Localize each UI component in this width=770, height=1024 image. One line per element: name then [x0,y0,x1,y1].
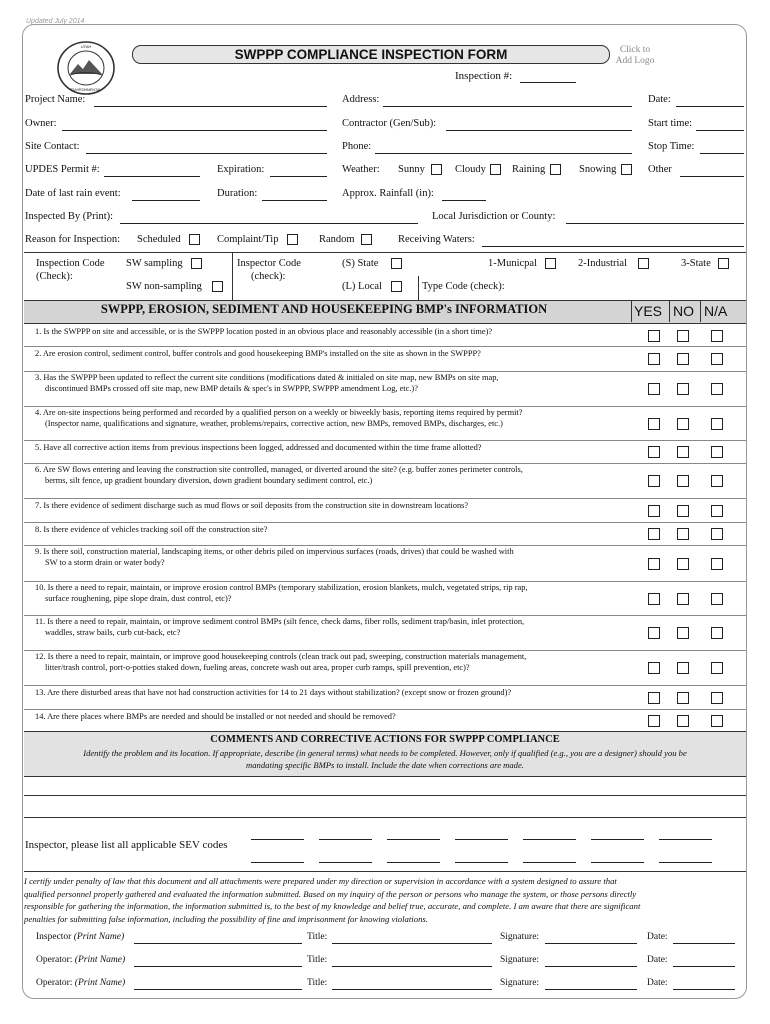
title-label: Title: [307,932,328,942]
stop-time-field[interactable] [700,153,744,154]
duration-label: Duration: [217,188,258,199]
s-state-label: (S) State [342,258,379,269]
question-na-checkbox[interactable] [711,558,723,570]
sunny-checkbox[interactable] [431,164,442,175]
question-text [35,616,635,638]
signer-role-label [36,932,124,942]
question-line: 7. Is there evidence of sediment discharge such as mud flows or soil deposits from the construction site in downstream locations? [35,501,469,510]
signer-role-label [36,955,125,965]
signature-field[interactable] [545,943,637,944]
question-text [35,651,635,673]
question-divider [24,440,746,441]
signer-print-note: (Print Name) [73,932,125,942]
form-frame [22,24,747,999]
updated-note: Updated July 2014 [26,18,85,25]
signer-name-field[interactable] [134,989,302,990]
sw-non-checkbox[interactable] [212,281,223,292]
address-label: Address: [342,94,380,105]
question-yes-checkbox[interactable] [648,505,660,517]
question-no-checkbox[interactable] [677,505,689,517]
signature-field[interactable] [545,989,637,990]
sev-code-field[interactable] [591,839,644,840]
question-text [35,546,635,568]
question-na-checkbox[interactable] [711,692,723,704]
signer-role: Inspector [36,932,74,942]
question-divider [24,709,746,710]
sw-sampling-checkbox[interactable] [191,258,202,269]
signer-role: Operator: [36,978,75,988]
raining-checkbox[interactable] [550,164,561,175]
receiving-label: Receiving Waters: [398,234,475,245]
scheduled-label: Scheduled [137,234,181,245]
snowing-label: Snowing [579,164,617,175]
inspector-code-label: Inspector Code [237,258,301,269]
last-rain-label: Date of last rain event: [25,188,121,199]
industrial-checkbox[interactable] [638,258,649,269]
start-time-label: Start time: [648,118,693,129]
question-text [35,687,635,698]
stop-time-label: Stop Time: [648,141,695,152]
question-text [35,711,635,722]
question-line: surface roughening, pipe slope drain, dust control, etc)? [45,594,232,603]
rainfall-field[interactable] [442,200,486,201]
l-local-label: (L) Local [342,281,382,292]
sign-date-field[interactable] [673,989,735,990]
question-no-checkbox[interactable] [677,528,689,540]
snowing-checkbox[interactable] [621,164,632,175]
expiration-label: Expiration: [217,164,265,175]
updes-field[interactable] [104,176,200,177]
question-no-checkbox[interactable] [677,475,689,487]
signer-role: Operator: [36,955,75,965]
question-line: waddles, straw bails, curb cut-back, etc? [45,628,181,637]
signature-field[interactable] [545,966,637,967]
sev-code-field[interactable] [523,839,576,840]
question-line: 10. Is there a need to repair, maintain, or improve erosion control BMPs (temporary stabilization, erosion blankets, mulch, vegetated strips, rip rap, [35,583,528,592]
question-text [35,582,635,604]
sev-code-field[interactable] [387,862,440,863]
question-yes-checkbox[interactable] [648,692,660,704]
last-rain-field[interactable] [132,200,200,201]
question-no-checkbox[interactable] [677,593,689,605]
owner-field[interactable] [62,130,327,131]
add-logo-button[interactable]: Click to Add Logo [615,45,655,66]
signer-title-field[interactable] [332,943,492,944]
jurisdiction-label: Local Jurisdiction or County: [432,211,556,222]
na-column-header: N/A [704,303,728,319]
project-name-label: Project Name: [25,94,86,105]
svg-text:UTAH: UTAH [80,44,92,49]
question-na-checkbox[interactable] [711,662,723,674]
certify-line-2: qualified personnel properly gathered and evaluated the information submitted. Based on my inquiry of the person or persons who manage the system, or those persons directly [24,888,637,899]
cloudy-label: Cloudy [455,164,486,175]
question-text [35,407,635,429]
inspected-by-field[interactable] [120,223,418,224]
other-weather-field[interactable] [680,176,744,177]
type-code-divider [418,276,419,300]
question-divider [24,346,746,347]
question-no-checkbox[interactable] [677,353,689,365]
sev-code-field[interactable] [591,862,644,863]
sev-code-field[interactable] [319,839,372,840]
sev-code-field[interactable] [455,862,508,863]
sev-code-field[interactable] [387,839,440,840]
question-na-checkbox[interactable] [711,627,723,639]
inspection-number-field[interactable] [520,82,576,83]
s-state-checkbox[interactable] [391,258,402,269]
sign-date-field[interactable] [673,966,735,967]
bmp-header-colline-1 [631,300,632,322]
question-text [35,464,635,486]
site-contact-field[interactable] [86,153,327,154]
question-yes-checkbox[interactable] [648,627,660,639]
question-no-checkbox[interactable] [677,446,689,458]
certify-divider [24,871,746,872]
project-name-field[interactable] [94,106,327,107]
receiving-field[interactable] [482,246,744,247]
question-line: SW to a storm drain or water body? [45,558,165,567]
sign-date-label: Date: [647,955,668,965]
question-line: 3. Has the SWPPP been updated to reflect the current site conditions (modifications dated & initialed on site map, new BMPs on site map, [35,373,499,382]
question-line: 12. Is there a need to repair, maintain, or improve good housekeeping controls (clean track out pad, sweeping, construction materials management, [35,652,527,661]
sw-sampling-label: SW sampling [126,258,183,269]
signer-print-note: (Print Name) [74,955,126,965]
question-text [35,372,635,394]
sev-code-field[interactable] [455,839,508,840]
sign-date-field[interactable] [673,943,735,944]
question-line: 5. Have all corrective action items from previous inspections been logged, addressed and documented within the time frame allotted? [35,443,482,452]
question-line: 9. Is there soil, construction material, landscaping items, or other debris piled on impervious surfaces (roads, drives) that could be washed with [35,547,514,556]
question-na-checkbox[interactable] [711,383,723,395]
sunny-label: Sunny [398,164,425,175]
sw-non-label: SW non-sampling [126,281,202,292]
state3-label: 3-State [681,258,711,269]
signature-label: Signature: [500,932,540,942]
owner-label: Owner: [25,118,57,129]
question-divider [24,498,746,499]
munic-label: 1-Municpal [488,258,537,269]
complaint-checkbox[interactable] [287,234,298,245]
question-yes-checkbox[interactable] [648,475,660,487]
signer-print-note: (Print Name) [74,978,126,988]
question-line: 8. Is there evidence of vehicles tracking soil off the construction site? [35,525,268,534]
question-line: 6. Are SW flows entering and leaving the construction site controlled, managed, or diverted around the site? (e.g. buffer zones perimeter controls, [35,465,523,474]
title-label: Title: [307,978,328,988]
inspection-code-label: Inspection Code [36,258,105,269]
weather-label: Weather: [342,164,380,175]
question-line: 4. Are on-site inspections being performed and recorded by a qualified person on a weekly or biweekly basis, reporting items required by permit? [35,408,523,417]
phone-label: Phone: [342,141,372,152]
question-line: 2. Are erosion control, sediment control, buffer controls and good housekeeping BMP's installed on the site as shown in the SWPPP? [35,349,481,358]
question-yes-checkbox[interactable] [648,558,660,570]
reason-label: Reason for Inspection: [25,234,121,245]
certify-line-4: penalties for submitting false information, including the possibility of fine and imprisonment for knowing violations. [24,913,428,924]
question-yes-checkbox[interactable] [648,353,660,365]
contractor-field[interactable] [446,130,632,131]
signer-role-label [36,978,125,988]
question-line: discontinued BMPs crossed off site map, new BMP details & spec's in SWPPP, SWPPP amendment Log, etc.)? [45,384,418,393]
title-label: Title: [307,955,328,965]
question-na-checkbox[interactable] [711,418,723,430]
comment-line-2[interactable] [24,817,746,818]
form-title: SWPPP COMPLIANCE INSPECTION FORM [234,47,508,62]
date-field[interactable] [676,106,744,107]
munic-checkbox[interactable] [545,258,556,269]
address-field[interactable] [383,106,632,107]
question-no-checkbox[interactable] [677,715,689,727]
signer-title-field[interactable] [332,966,492,967]
codes-divider [232,253,233,300]
question-divider [24,685,746,686]
type-code-label: Type Code (check): [422,281,505,292]
question-no-checkbox[interactable] [677,692,689,704]
signer-name-field[interactable] [134,943,302,944]
signature-label: Signature: [500,955,540,965]
form-title-box [132,45,610,64]
industrial-label: 2-Industrial [578,258,627,269]
contractor-label: Contractor (Gen/Sub): [342,118,437,129]
yes-column-header: YES [634,303,663,319]
svg-text:ENVIRONMENTAL: ENVIRONMENTAL [70,88,102,92]
duration-field[interactable] [262,200,327,201]
comments-title: COMMENTS AND CORRECTIVE ACTIONS FOR SWPPP COMPLIANCE [210,734,560,745]
l-local-checkbox[interactable] [391,281,402,292]
sev-code-field[interactable] [251,862,304,863]
question-no-checkbox[interactable] [677,383,689,395]
question-line: 1. Is the SWPPP on site and accessible, or is the SWPPP location posted in an obvious place and reasonably accessible (in a short time)? [35,327,493,336]
signer-title-field[interactable] [332,989,492,990]
comments-instructions-1: Identify the problem and its location. If appropriate, describe (in general terms) what needs to be completed. However, only if qualified (e.g., you are a designer) should you be [83,748,687,758]
question-line: 14. Are there places where BMPs are needed and should be installed or not needed and should be removed? [35,712,396,721]
scheduled-checkbox[interactable] [189,234,200,245]
question-no-checkbox[interactable] [677,627,689,639]
random-checkbox[interactable] [361,234,372,245]
raining-label: Raining [512,164,546,175]
updes-label: UPDES Permit #: [25,164,100,175]
sev-code-field[interactable] [251,839,304,840]
inspection-number-label: Inspection #: [455,70,513,82]
expiration-field[interactable] [270,176,327,177]
sign-date-label: Date: [647,978,668,988]
comments-instructions-2: mandating specific BMPs to install. Include the date when corrections are made. [246,760,524,770]
random-label: Random [319,234,355,245]
question-text [35,326,635,337]
seal-icon [56,40,116,96]
sev-code-field[interactable] [659,862,712,863]
question-text [35,442,635,453]
jurisdiction-field[interactable] [566,223,744,224]
question-line: berms, silt fence, up gradient boundary diversion, down gradient boundary sediment control, etc.) [45,476,373,485]
other-label: Other [648,164,672,175]
inspected-by-label: Inspected By (Print): [25,211,114,222]
phone-field[interactable] [375,153,632,154]
inspection-code-check: (Check): [36,271,73,282]
question-no-checkbox[interactable] [677,558,689,570]
question-no-checkbox[interactable] [677,418,689,430]
sev-code-field[interactable] [523,862,576,863]
bmp-header-title: SWPPP, EROSION, SEDIMENT AND HOUSEKEEPING BMP's INFORMATION [100,302,548,316]
question-divider [24,522,746,523]
signature-label: Signature: [500,978,540,988]
state3-checkbox[interactable] [718,258,729,269]
question-na-checkbox[interactable] [711,715,723,727]
question-text [35,524,635,535]
sev-code-field[interactable] [659,839,712,840]
inspector-code-check: (check): [251,271,286,282]
site-contact-label: Site Contact: [25,141,80,152]
question-yes-checkbox[interactable] [648,715,660,727]
certification-text [24,875,746,925]
question-line: 11. Is there a need to repair, maintain, or improve sediment control BMPs (silt fence, check dams, fiber rolls, sediment trap/basin, inlet protection, [35,617,525,626]
question-na-checkbox[interactable] [711,505,723,517]
question-yes-checkbox[interactable] [648,383,660,395]
sev-label: Inspector, please list all applicable SEV codes [25,839,228,851]
sign-date-label: Date: [647,932,668,942]
certify-line-3: responsible for gathering the information, the information submitted is, to the best of my knowledge and belief true, accurate, and complete. I am aware that there are significant [24,901,641,911]
question-line: litter/trash control, port-o-potties staked down, fueling areas, concrete wash out area, proper curb ramps, spill prevention, etc)? [45,663,470,672]
start-time-field[interactable] [696,130,744,131]
question-yes-checkbox[interactable] [648,662,660,674]
question-text [35,348,635,359]
bmp-header-colline-3 [700,300,701,322]
question-na-checkbox[interactable] [711,330,723,342]
date-label: Date: [648,94,671,105]
signer-name-field[interactable] [134,966,302,967]
question-yes-checkbox[interactable] [648,330,660,342]
bmp-header-colline-2 [669,300,670,322]
question-yes-checkbox[interactable] [648,446,660,458]
certify-line-1: I certify under penalty of law that this document and all attachments were prepared under my direction or supervision in accordance with a system designed to assure that [24,876,617,886]
comment-line-1[interactable] [24,795,746,796]
question-na-checkbox[interactable] [711,475,723,487]
question-no-checkbox[interactable] [677,330,689,342]
no-column-header: NO [673,303,694,319]
question-line: 13. Are there disturbed areas that have not had construction activities for 14 to 21 days without stabilization? (except snow or frozen ground)? [35,688,512,697]
question-yes-checkbox[interactable] [648,593,660,605]
question-yes-checkbox[interactable] [648,418,660,430]
complaint-label: Complaint/Tip [217,234,279,245]
question-no-checkbox[interactable] [677,662,689,674]
question-na-checkbox[interactable] [711,353,723,365]
sev-code-field[interactable] [319,862,372,863]
question-yes-checkbox[interactable] [648,528,660,540]
question-na-checkbox[interactable] [711,528,723,540]
rainfall-label: Approx. Rainfall (in): [342,188,434,199]
cloudy-checkbox[interactable] [490,164,501,175]
question-na-checkbox[interactable] [711,593,723,605]
question-line: (Inspector name, qualifications and signature, weather, problems/repairs, corrective action, new BMPs, removed BMPs, discharges, etc.) [45,419,503,428]
question-na-checkbox[interactable] [711,446,723,458]
question-text [35,500,635,511]
